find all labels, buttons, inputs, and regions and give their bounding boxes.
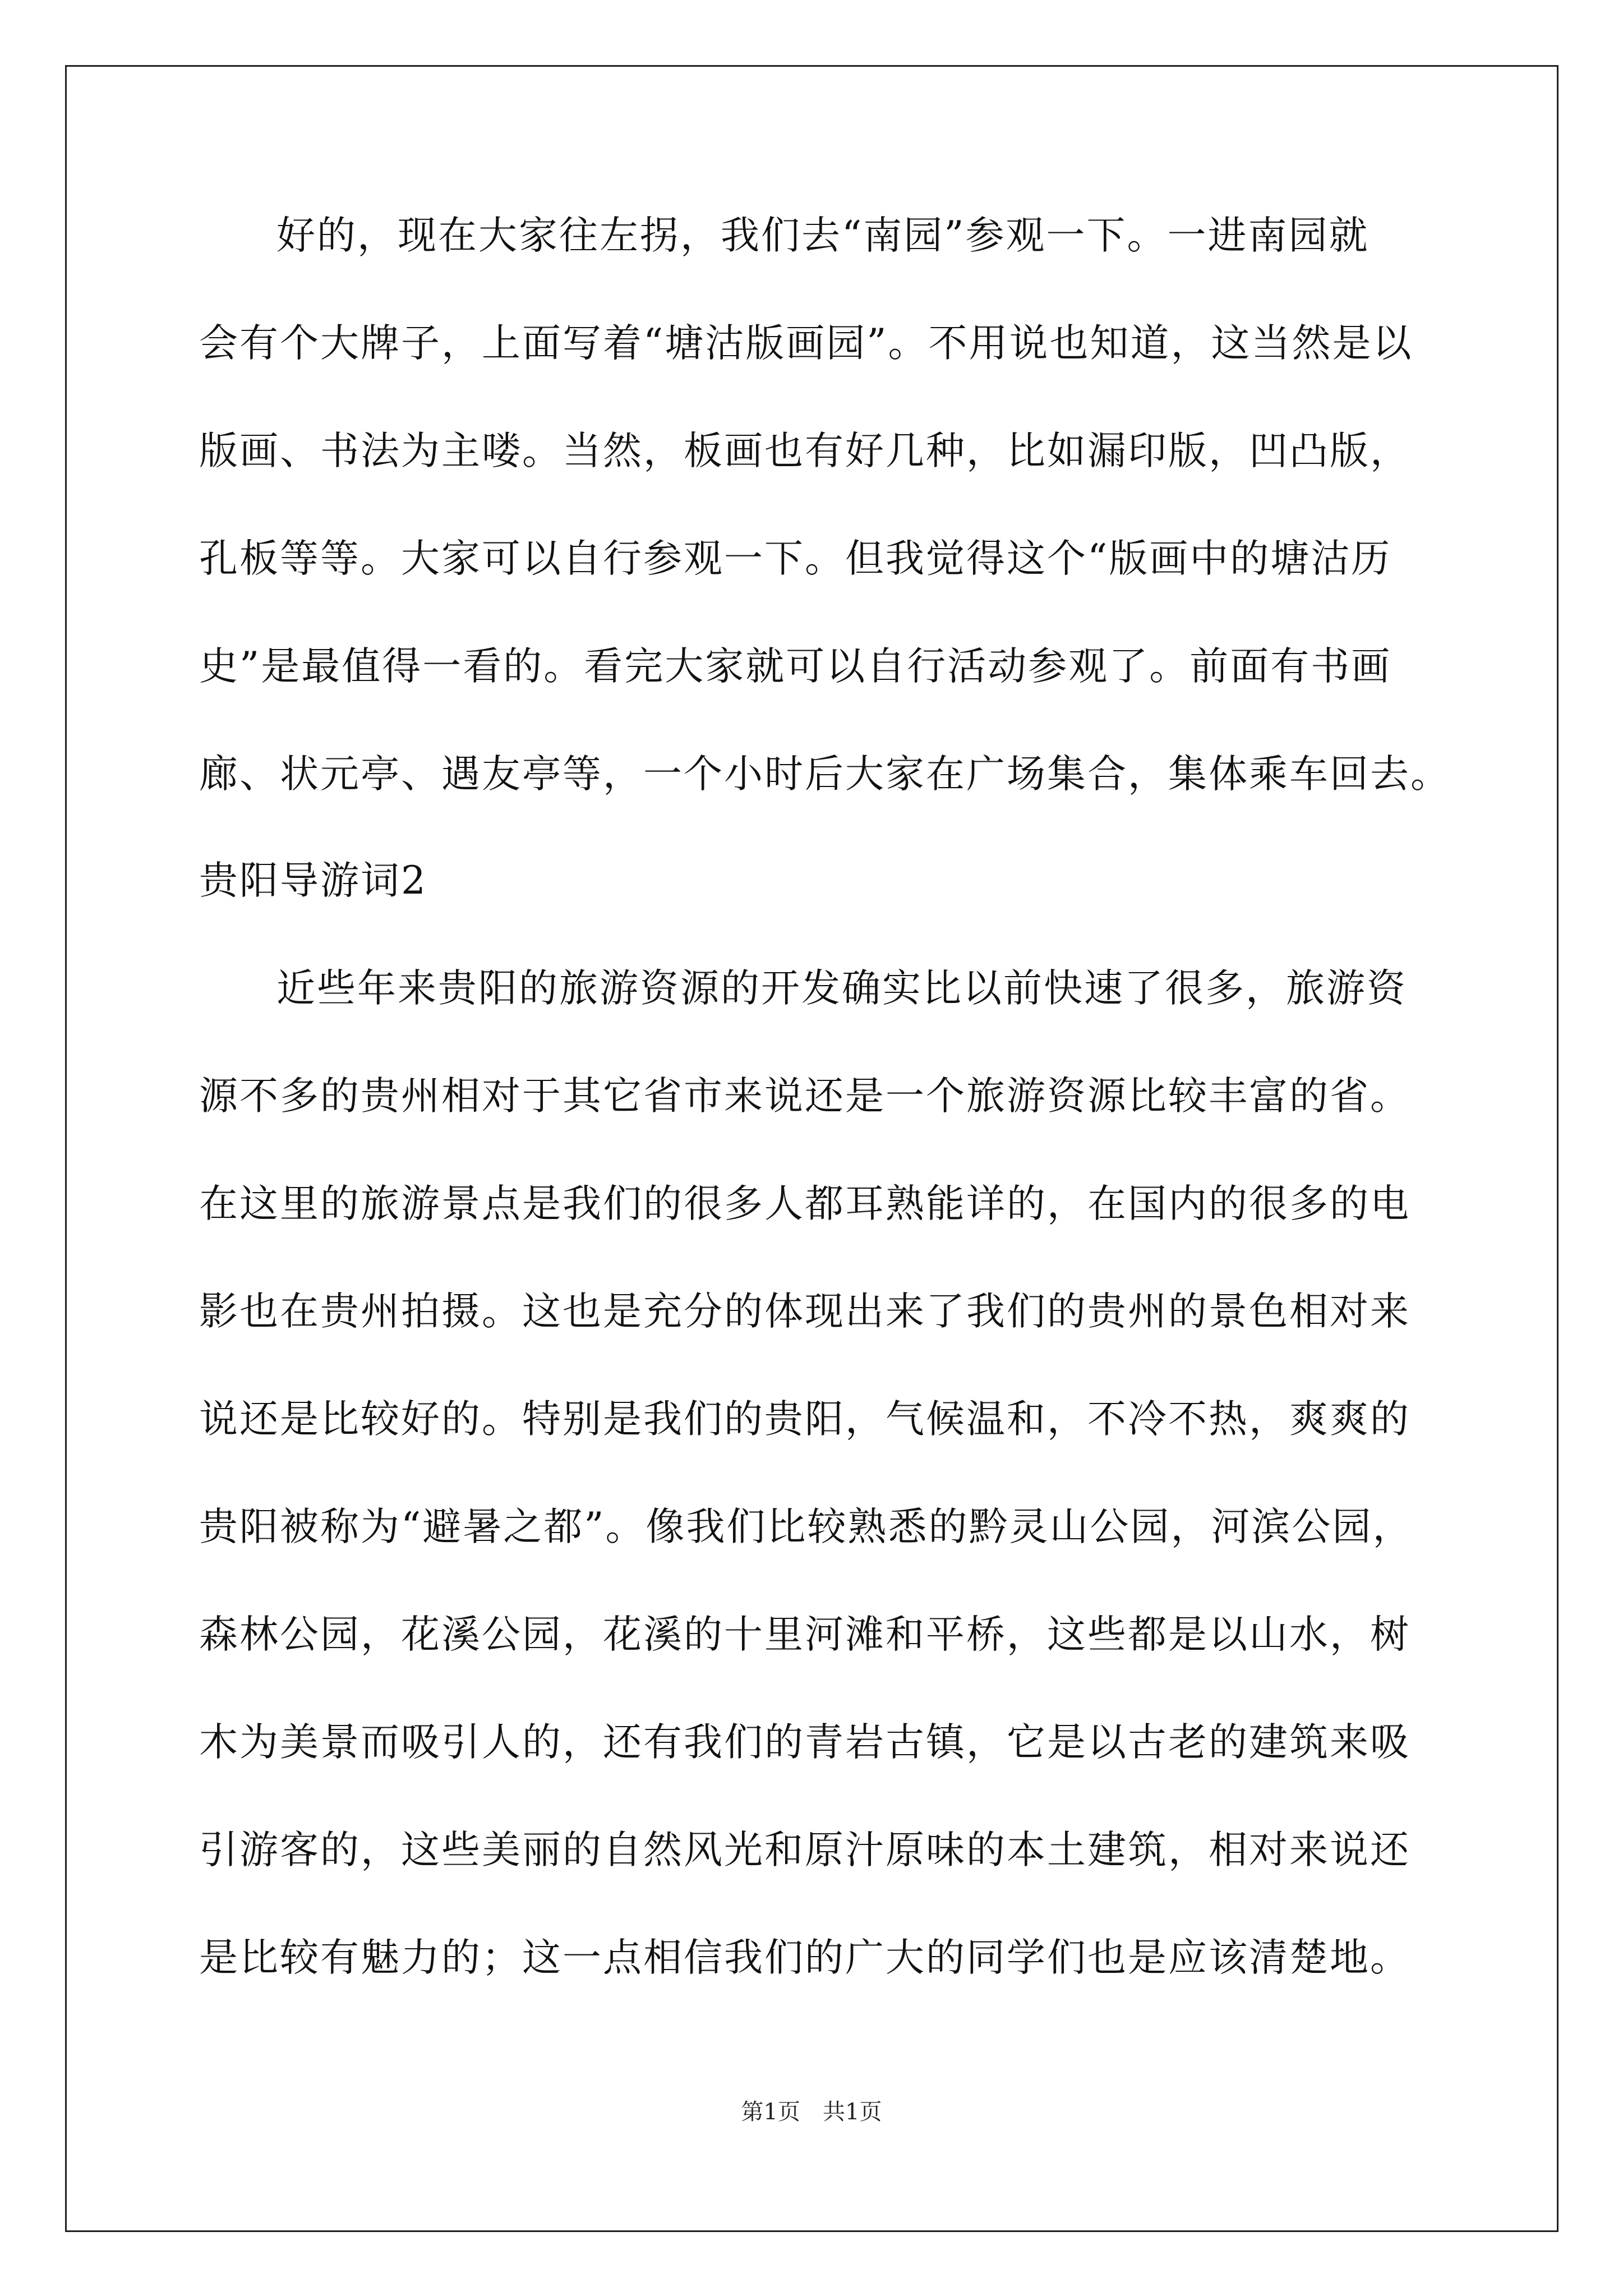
page-footer (0, 2098, 1623, 2126)
paragraph-line: 版画、书法为主喽。当然，板画也有好几种，比如漏印版，凹凸版， (199, 429, 1410, 473)
page-number: 第1页 (741, 2099, 800, 2125)
paragraph-line: 源不多的贵州相对于其它省市来说还是一个旅游资源比较丰富的省。 (199, 1074, 1410, 1119)
paragraph-line: 廊、状元亭、遇友亭等，一个小时后大家在广场集合，集体乘车回去。 (199, 752, 1451, 797)
paragraph-line: 贵阳被称为“避暑之都”。像我们比较熟悉的黔灵山公园，河滨公园， (199, 1504, 1413, 1549)
paragraph-line: 近些年来贵阳的旅游资源的开发确实比以前快速了很多，旅游资 (276, 966, 1407, 1011)
paragraph-line: 好的，现在大家往左拐，我们去“南园”参观一下。一进南园就 (276, 213, 1370, 258)
paragraph-line: 会有个大牌子，上面写着“塘沽版画园”。不用说也知道，这当然是以 (199, 321, 1413, 366)
page-border (65, 65, 1559, 2232)
section-heading: 贵阳导游词2 (199, 858, 427, 903)
paragraph-line: 影也在贵州拍摄。这也是充分的体现出来了我们的贵州的景色相对来 (199, 1289, 1410, 1334)
paragraph-line: 在这里的旅游景点是我们的很多人都耳熟能详的，在国内的很多的电 (199, 1181, 1410, 1226)
paragraph-line: 说还是比较好的。特别是我们的贵阳，气候温和，不冷不热，爽爽的 (199, 1397, 1410, 1442)
paragraph-line: 孔板等等。大家可以自行参观一下。但我觉得这个“版画中的塘沽历 (199, 536, 1392, 581)
paragraph-line: 是比较有魅力的；这一点相信我们的广大的同学们也是应该清楚地。 (199, 1935, 1410, 1980)
page-total: 共1页 (823, 2099, 882, 2125)
paragraph-line: 引游客的，这些美丽的自然风光和原汁原味的本土建筑，相对来说还 (199, 1828, 1410, 1872)
paragraph-line: 木为美景而吸引人的，还有我们的青岩古镇，它是以古老的建筑来吸 (199, 1720, 1410, 1765)
paragraph-line: 森林公园，花溪公园，花溪的十里河滩和平桥，这些都是以山水，树 (199, 1612, 1410, 1657)
paragraph-line: 史”是最值得一看的。看完大家就可以自行活动参观了。前面有书画 (199, 644, 1392, 689)
